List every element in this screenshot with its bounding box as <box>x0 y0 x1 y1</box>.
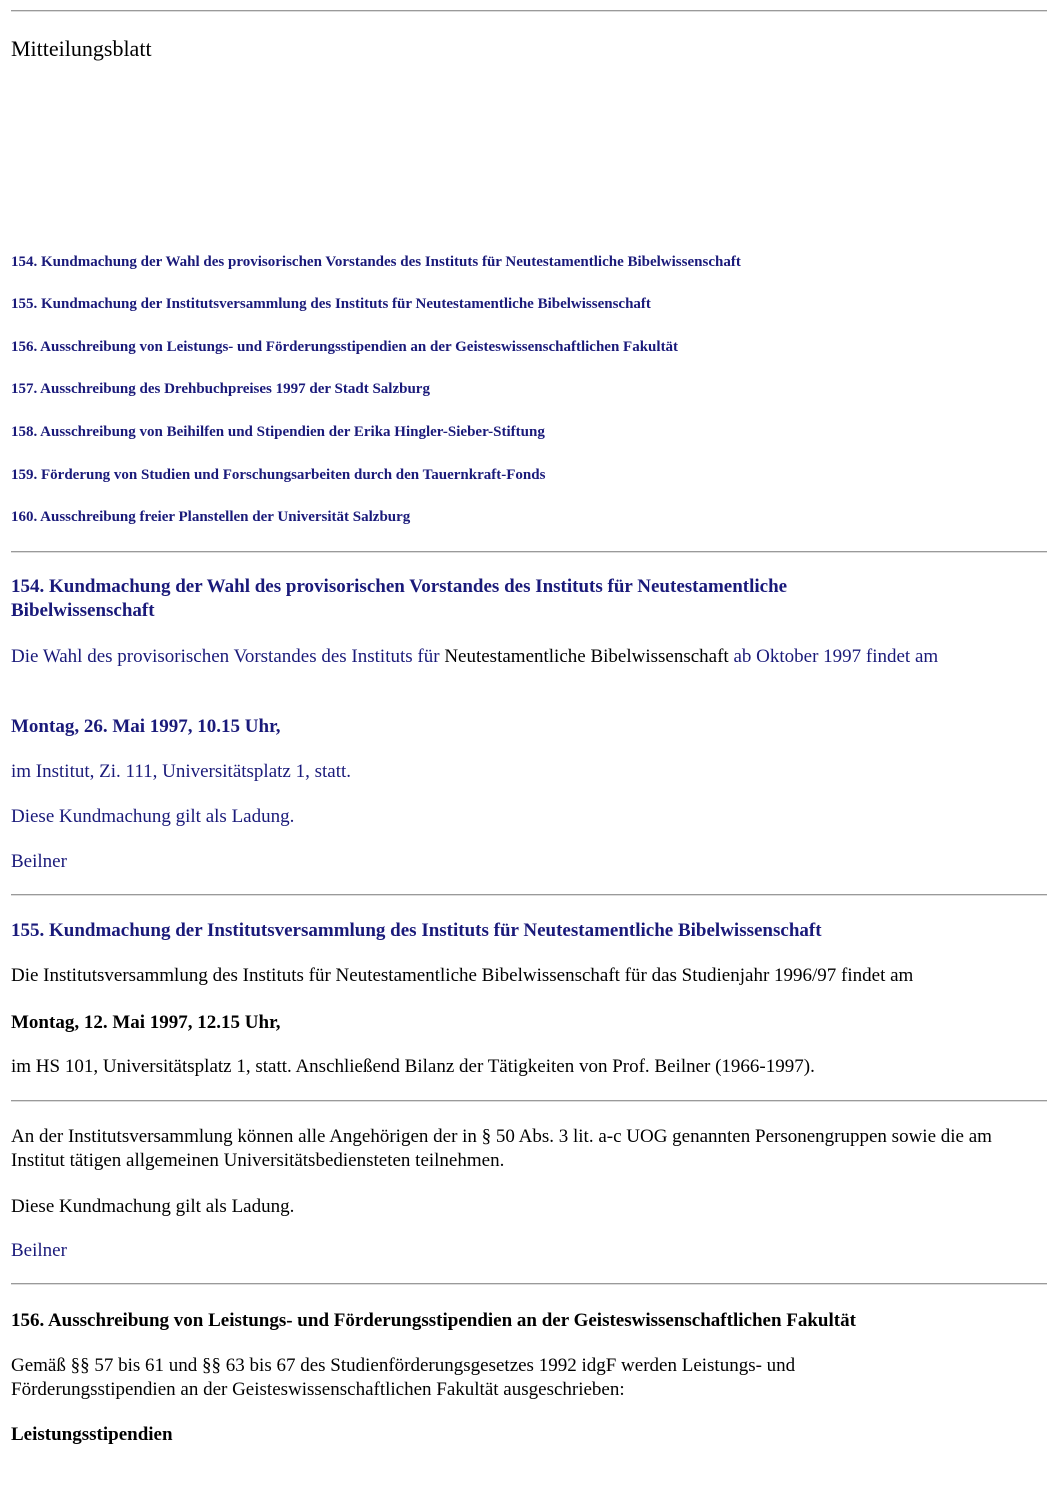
section-155-intro: Die Institutsversammlung des Instituts für Neutestamentliche Bibelwissenschaft für das Studienjahr 1996/97 findet am <box>11 965 914 986</box>
meeting-date-154: Montag, 26. Mai 1997, 10.15 Uhr, <box>11 716 281 737</box>
signature-154: Beilner <box>11 851 67 872</box>
toc-link-156[interactable]: 156. Ausschreibung von Leistungs- und Förderungsstipendien an der Geisteswissenschaftlichen Fakultät <box>11 339 679 355</box>
section-heading-155: 155. Kundmachung der Institutsversammlung des Instituts für Neutestamentliche Bibelwissenschaft <box>11 920 822 941</box>
meeting-date-155: Montag, 12. Mai 1997, 12.15 Uhr, <box>11 1012 281 1033</box>
intro-text-part: ab Oktober 1997 findet am <box>733 646 939 667</box>
section-heading-154: 154. Kundmachung der Wahl des provisorischen Vorstandes des Instituts für Neutestamentliche Bibelwissenschaft <box>11 576 788 621</box>
toc-link-157[interactable]: 157. Ausschreibung des Drehbuchpreises 1997 der Stadt Salzburg <box>11 381 430 397</box>
participants-note-155: An der Institutsversammlung können alle Angehörigen der in § 50 Abs. 3 lit. a-c UOG genannten Personengruppen sowie die am Institut tätigen allgemeinen Universitätsbediensteten teilnehmen. <box>11 1126 992 1171</box>
toc-link-154[interactable]: 154. Kundmachung der Wahl des provisorischen Vorstandes des Instituts für Neutestamentliche Bibelwissenschaft <box>11 254 741 270</box>
toc-link-159[interactable]: 159. Förderung von Studien und Forschungsarbeiten durch den Tauernkraft-Fonds <box>11 467 546 483</box>
intro-text-institute: Neutestamentliche Bibelwissenschaft <box>439 646 734 667</box>
signature-155: Beilner <box>11 1240 67 1261</box>
toc-link-155[interactable]: 155. Kundmachung der Institutsversammlung des Instituts für Neutestamentliche Bibelwissenschaft <box>11 296 651 312</box>
toc-link-160[interactable]: 160. Ausschreibung freier Planstellen der Universität Salzburg <box>11 509 411 525</box>
section-154-intro <box>11 645 1041 669</box>
divider <box>11 1100 1047 1102</box>
divider <box>11 894 1047 896</box>
divider <box>11 1283 1047 1285</box>
meeting-place-154: im Institut, Zi. 111, Universitätsplatz 1, statt. <box>11 761 352 782</box>
section-heading-156: 156. Ausschreibung von Leistungs- und Förderungsstipendien an der Geisteswissenschaftlichen Fakultät <box>11 1310 856 1331</box>
subheading-leistungsstipendien: Leistungsstipendien <box>11 1424 173 1445</box>
intro-text-part: Die Wahl des provisorischen Vorstandes des Instituts für <box>11 646 440 667</box>
divider <box>11 10 1047 12</box>
meeting-place-155: im HS 101, Universitätsplatz 1, statt. Anschließend Bilanz der Tätigkeiten von Prof. Beilner (1966-1997). <box>11 1056 815 1077</box>
toc-link-158[interactable]: 158. Ausschreibung von Beihilfen und Stipendien der Erika Hingler-Sieber-Stiftung <box>11 424 545 440</box>
ladung-note-154: Diese Kundmachung gilt als Ladung. <box>11 806 295 827</box>
ladung-note-155: Diese Kundmachung gilt als Ladung. <box>11 1196 295 1217</box>
page-title: Mitteilungsblatt <box>11 36 152 61</box>
section-156-intro: Gemäß §§ 57 bis 61 und §§ 63 bis 67 des Studienförderungsgesetzes 1992 idgF werden Leistungs- und Förderungsstipendien an der Geisteswissenschaftlichen Fakultät ausgeschrieben: <box>11 1355 796 1400</box>
divider <box>11 551 1047 553</box>
